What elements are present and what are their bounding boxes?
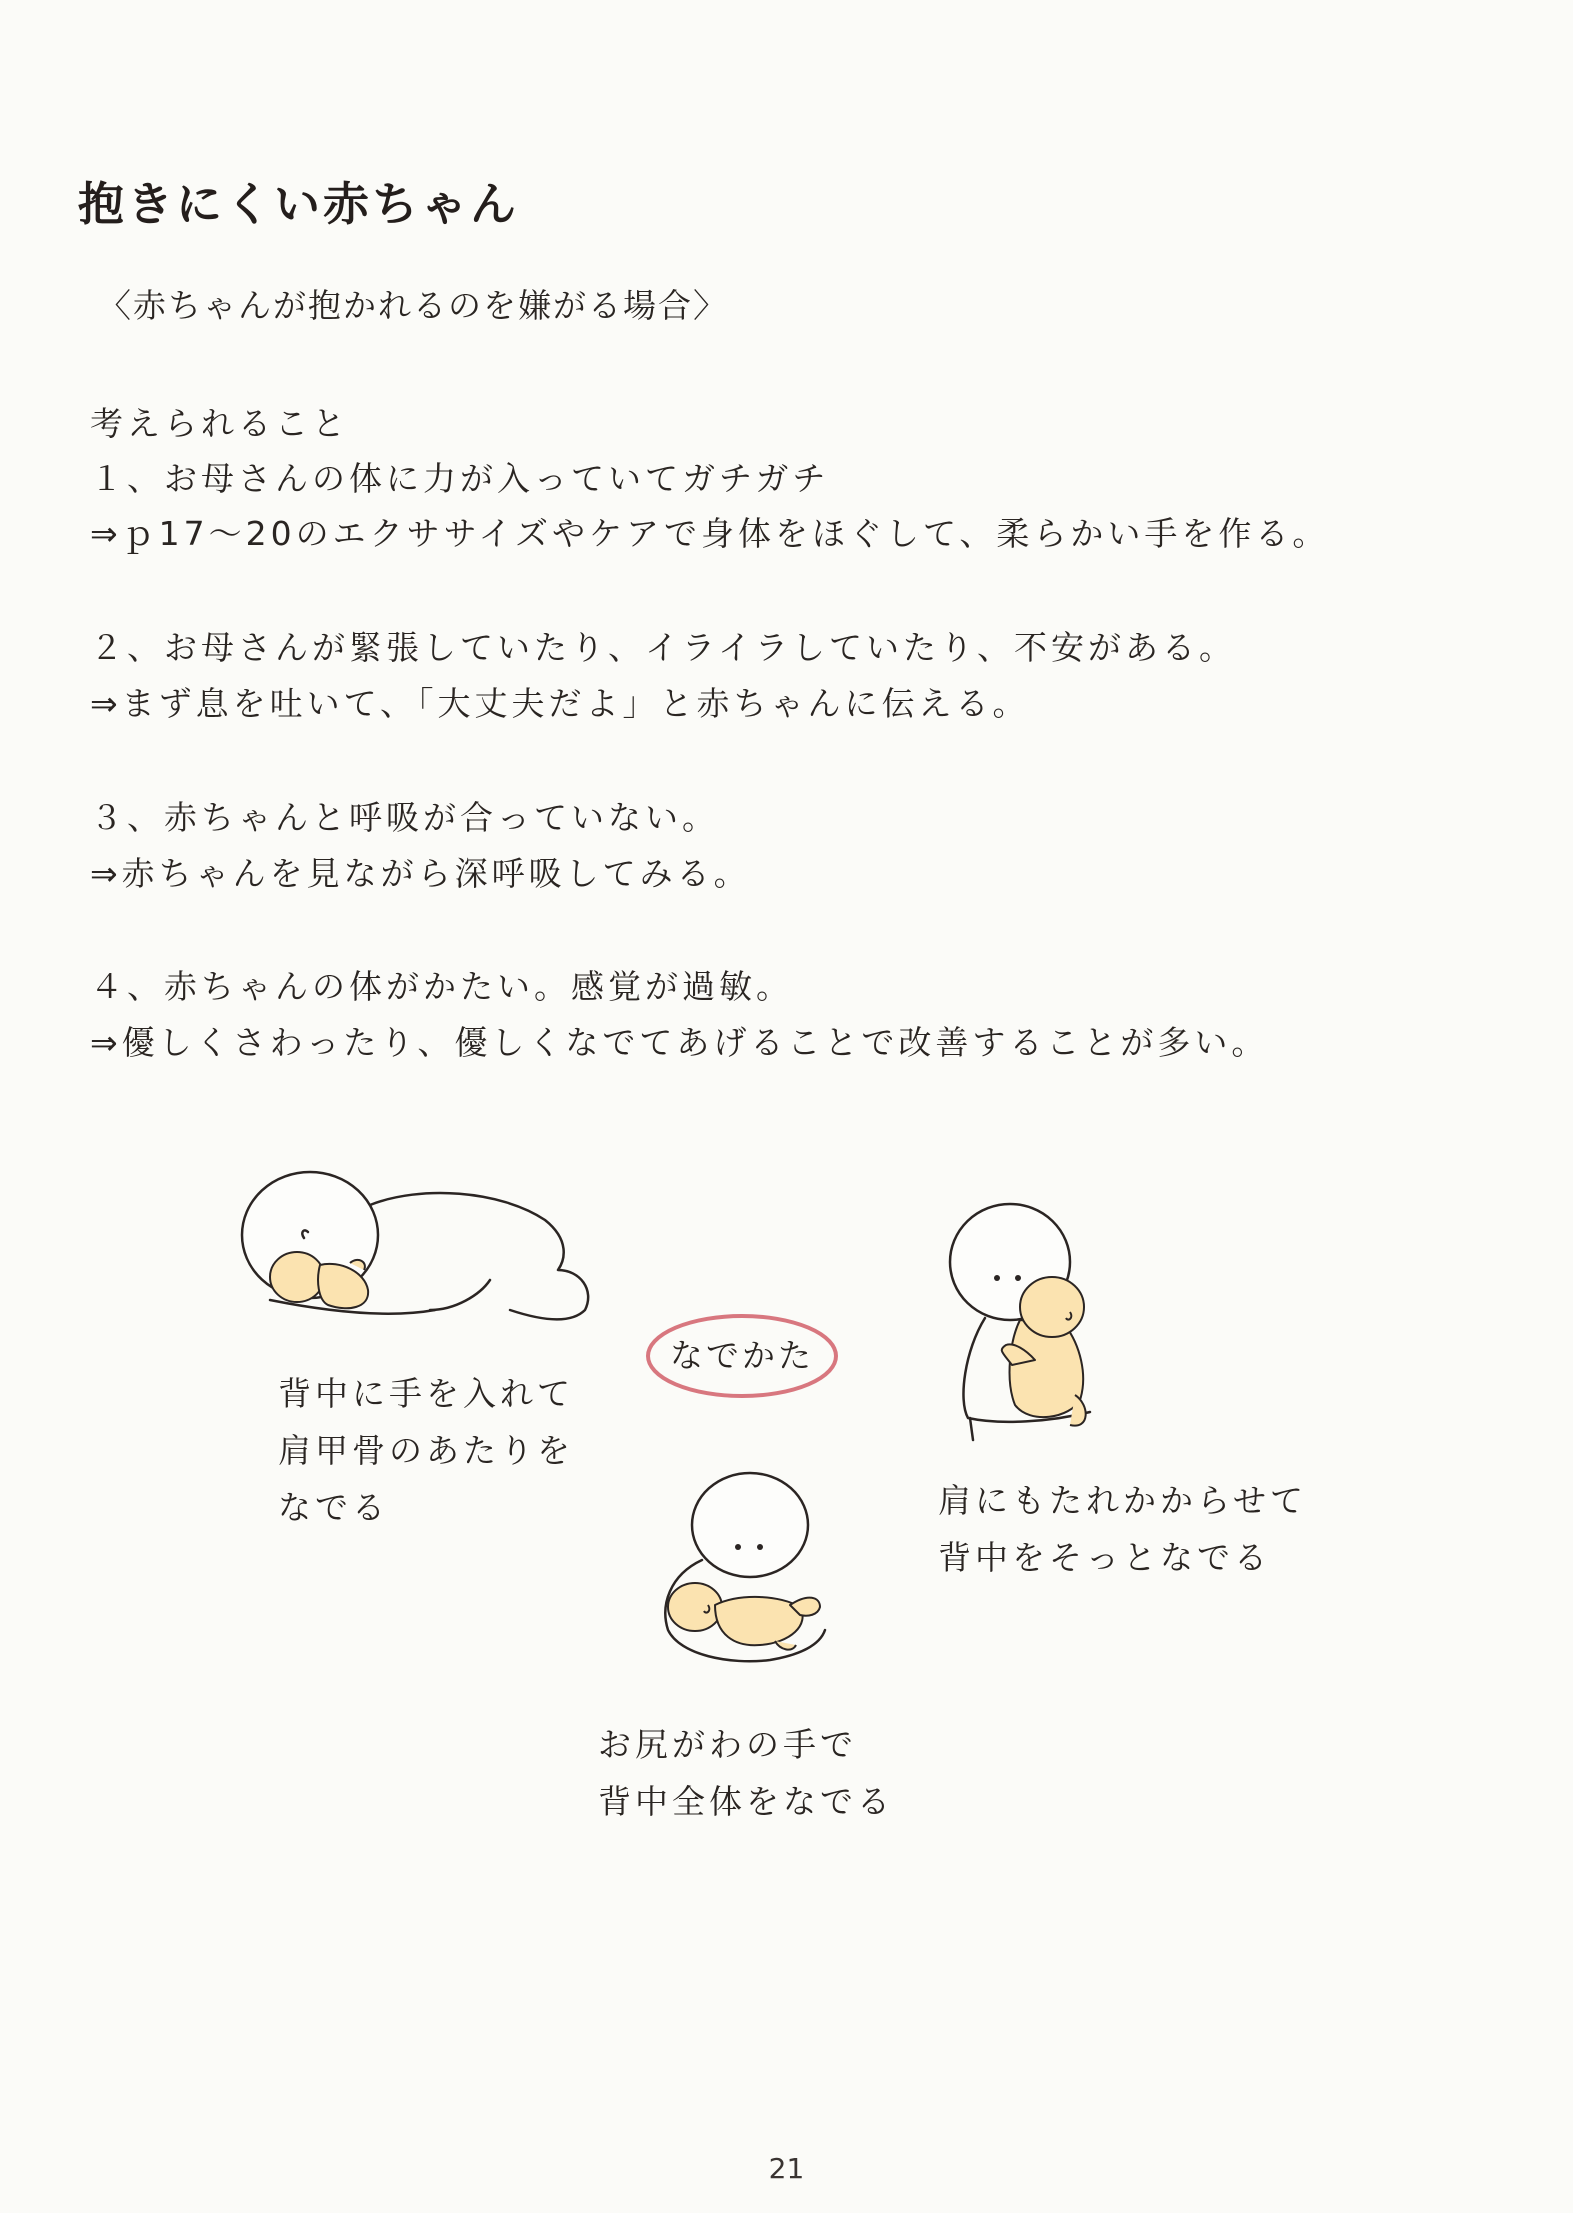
caption-lying-baby bbox=[278, 1365, 574, 1536]
caption-line: なでる bbox=[278, 1488, 389, 1527]
remedy-1: ⇒ｐ17～20のエクササイズやケアで身体をほぐして、柔らかい手を作る。 bbox=[90, 514, 1330, 553]
cause-3: ３、赤ちゃんと呼吸が合っていない。 bbox=[90, 798, 719, 837]
section-subtitle: 〈赤ちゃんが抱かれるのを嫌がる場合〉 bbox=[98, 286, 728, 325]
page-number: 21 bbox=[768, 2152, 805, 2185]
illustration-lying-baby bbox=[240, 1160, 600, 1334]
caption-line: 背中をそっとなでる bbox=[938, 1538, 1271, 1577]
stroke-method-label bbox=[642, 1310, 842, 1402]
caption-line: 背中全体をなでる bbox=[598, 1782, 894, 1821]
stroke-method-text: なでかた bbox=[670, 1336, 814, 1375]
page-title: 抱きにくい赤ちゃん bbox=[78, 177, 519, 231]
remedy-4: ⇒優しくさわったり、優しくなでてあげることで改善することが多い。 bbox=[90, 1023, 1269, 1062]
caption-line: 背中に手を入れて bbox=[278, 1374, 574, 1413]
caption-line: 肩甲骨のあたりを bbox=[278, 1431, 574, 1470]
caption-arm-baby bbox=[598, 1716, 894, 1830]
remedy-3: ⇒赤ちゃんを見ながら深呼吸してみる。 bbox=[90, 854, 751, 893]
cause-1: １、お母さんの体に力が入っていてガチガチ bbox=[90, 459, 830, 498]
cause-2: ２、お母さんが緊張していたり、イライラしていたり、不安がある。 bbox=[90, 628, 1237, 667]
intro-text: 考えられること bbox=[90, 404, 349, 443]
cause-4: ４、赤ちゃんの体がかたい。感覚が過敏。 bbox=[90, 967, 793, 1006]
caption-shoulder-baby bbox=[938, 1472, 1307, 1586]
illustration-arm-baby bbox=[660, 1465, 840, 1679]
illustration-shoulder-baby bbox=[940, 1200, 1160, 1454]
caption-line: お尻がわの手で bbox=[598, 1725, 857, 1764]
remedy-2: ⇒まず息を吐いて、「大丈夫だよ」と赤ちゃんに伝える。 bbox=[90, 684, 1030, 723]
caption-line: 肩にもたれかからせて bbox=[938, 1481, 1308, 1520]
